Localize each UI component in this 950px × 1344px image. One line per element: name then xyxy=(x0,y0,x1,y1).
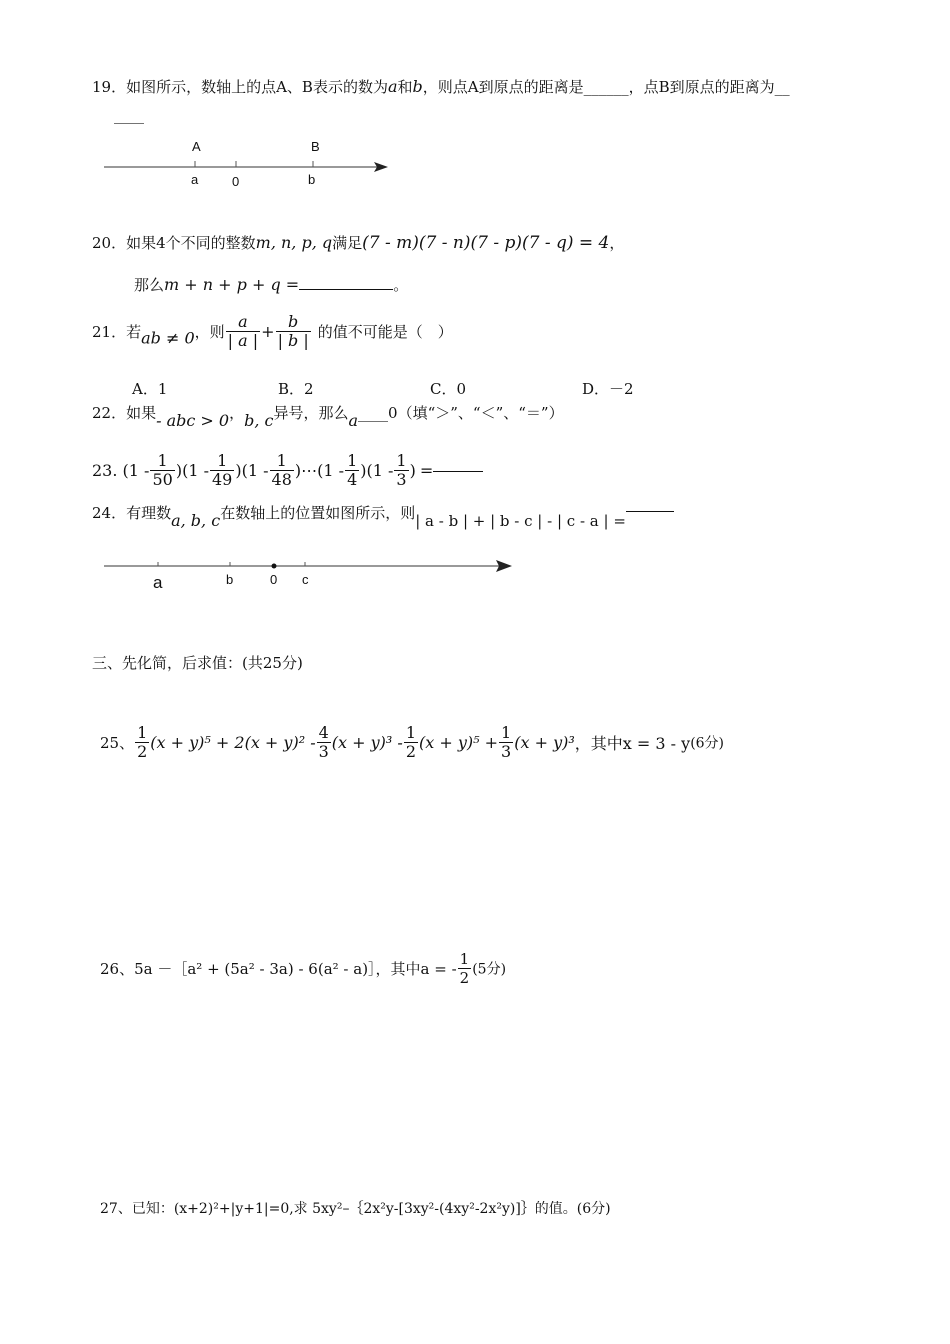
q20-comma: ， xyxy=(609,234,625,252)
q25-frac-1-num: 1 xyxy=(137,723,148,742)
q25-frac-3-den: 2 xyxy=(405,742,417,761)
q20-line2-text: 那么 xyxy=(134,276,165,294)
q25-frac-3 xyxy=(404,724,418,761)
q25-frac-1 xyxy=(135,724,149,761)
q21-mid: ，则 xyxy=(194,323,225,341)
q25-label: 25、 xyxy=(100,734,135,752)
q24-expr: | a - b | + | b - c | - | c - a | = xyxy=(415,512,626,530)
q21-option-c: C．0 xyxy=(430,380,467,398)
q22-bc: b, c xyxy=(244,411,274,430)
q19-label-zero: 0 xyxy=(232,174,240,189)
q25-term-3: (x + y)⁵ + xyxy=(419,733,499,752)
q24-mid: 在数轴上的位置如图所示，则 xyxy=(220,504,416,522)
q22-rest: ____0（填“＞”、“＜”、“＝”） xyxy=(358,404,564,422)
q25-frac-4-den: 3 xyxy=(501,742,512,761)
q22-a: a xyxy=(348,411,359,430)
q19-continuation: ____ xyxy=(114,106,144,124)
q22-cond: - abc > 0 xyxy=(156,411,230,430)
q21-frac-b xyxy=(276,313,311,350)
q23-close-1: ) xyxy=(175,461,183,480)
q20-text: 20．如果4个不同的整数 xyxy=(92,234,256,252)
q20-answer-blank xyxy=(299,288,393,290)
q22-mid: 异号，那么 xyxy=(273,404,349,422)
q26-frac xyxy=(458,950,472,987)
q23-open-5: (1 - xyxy=(366,461,394,480)
q21-text: 21．若 xyxy=(92,323,142,341)
q21-frac-b-den: | b | xyxy=(277,331,309,350)
q19-text: 19．如图所示，数轴上的点A、B表示的数为 xyxy=(92,78,388,96)
question-22 xyxy=(92,402,564,430)
q20-line2 xyxy=(134,274,408,295)
q21-plus: + xyxy=(261,322,275,341)
q21-option-b: B．2 xyxy=(278,380,314,398)
q21-frac-a-den: | a | xyxy=(227,331,259,350)
q24-origin-dot xyxy=(272,564,277,569)
q21-frac-a xyxy=(226,313,261,350)
question-23 xyxy=(92,452,483,489)
q20-vars: m, n, p, q xyxy=(255,233,333,252)
question-21 xyxy=(92,313,453,350)
q23-close-2: ) xyxy=(235,461,242,480)
q19-mid: 和 xyxy=(397,78,413,96)
question-25 xyxy=(100,724,724,761)
q21-rest: 的值不可能是（ ） xyxy=(317,323,453,341)
q24-label-zero: 0 xyxy=(270,572,278,587)
q19-var-b: b xyxy=(412,77,423,96)
q24-vars: a, b, c xyxy=(171,511,221,530)
q23-open-3: (1 - xyxy=(241,461,269,480)
q20-end: 。 xyxy=(393,276,409,294)
q19-label-a: a xyxy=(191,172,199,187)
q23-frac-1-num: 1 xyxy=(150,452,174,471)
q23-frac-4-den: 4 xyxy=(347,470,358,489)
q22-comma: ， xyxy=(229,404,245,422)
q25-frac-1-den: 2 xyxy=(137,742,148,761)
q25-term-2: (x + y)³ - xyxy=(331,733,403,752)
q25-frac-2-den: 3 xyxy=(318,742,329,761)
q25-term-4: (x + y)³ xyxy=(514,733,575,752)
q20-expr: (7 - m)(7 - n)(7 - p)(7 - q) = 4 xyxy=(362,233,610,253)
q23-answer-blank xyxy=(433,470,483,472)
q26-expression: 26、5a －［a² + (5a² - 3a) - 6(a² - a)］，其中a = - xyxy=(100,960,457,978)
q23-equals: = xyxy=(419,461,434,480)
q25-score: (6分) xyxy=(690,735,725,752)
q25-frac-2 xyxy=(317,724,331,761)
q23-open-4: (1 - xyxy=(317,461,345,480)
q23-frac-3 xyxy=(270,452,294,489)
q21-frac-a-num: a xyxy=(226,313,261,332)
q19-var-a: a xyxy=(387,77,398,96)
q25-condition: ，其中x = 3 - y xyxy=(574,734,691,753)
q23-close-4: ) xyxy=(360,461,367,480)
q23-frac-4 xyxy=(345,452,359,489)
question-26 xyxy=(100,950,506,987)
q26-frac-den: 2 xyxy=(459,969,470,987)
q23-label: 23. xyxy=(92,461,118,480)
q21-option-d: D．－2 xyxy=(582,380,634,398)
question-27: 27、已知：(x+2)²+|y+1|=0,求 5xy²–｛2x²y-[3xy²-(4xy²-2x²y)]｝的值。(6分) xyxy=(100,1201,611,1217)
q19-label-B: B xyxy=(311,139,320,154)
q23-frac-5-num: 1 xyxy=(396,451,407,470)
q20-mid: 满足 xyxy=(332,234,363,252)
q22-text: 22．如果 xyxy=(92,404,157,422)
q24-label-c: c xyxy=(302,572,309,587)
q23-close-5: ) xyxy=(409,461,416,480)
q25-frac-4-num: 1 xyxy=(501,723,512,742)
q20-sum: m + n + p + q = xyxy=(164,275,300,294)
q21-option-a: A．1 xyxy=(132,380,168,398)
q19-rest: ，则点A到原点的距离是______，点B到原点的距离为__ xyxy=(422,78,790,96)
q24-answer-blank xyxy=(626,510,674,512)
question-20 xyxy=(92,232,624,253)
q23-frac-1 xyxy=(150,452,174,489)
q25-term-1: (x + y)⁵ + 2(x + y)² - xyxy=(150,733,316,752)
q23-frac-3-den: 48 xyxy=(271,470,292,489)
q23-frac-5-den: 3 xyxy=(396,470,407,489)
q21-cond: ab ≠ 0 xyxy=(141,328,195,348)
q23-frac-3-num: 1 xyxy=(270,452,294,471)
q23-open-1: (1 - xyxy=(122,461,150,480)
q24-text: 24．有理数 xyxy=(92,504,172,522)
q26-score: (5分) xyxy=(472,961,507,978)
question-24 xyxy=(92,502,674,530)
q23-dots: ⋯ xyxy=(301,461,318,480)
q23-close-3: ) xyxy=(294,461,302,480)
section-3-heading: 三、先化简，后求值：(共25分) xyxy=(92,654,303,672)
q19-label-b: b xyxy=(308,172,316,187)
q23-frac-2-den: 49 xyxy=(212,470,233,489)
q24-label-a: a xyxy=(153,573,163,592)
q23-frac-1-den: 50 xyxy=(152,470,173,489)
q26-frac-num: 1 xyxy=(459,950,470,968)
q25-frac-2-num: 4 xyxy=(318,723,329,742)
q25-frac-3-num: 1 xyxy=(405,723,417,742)
q23-frac-2-num: 1 xyxy=(210,452,234,471)
q23-frac-4-num: 1 xyxy=(347,451,358,470)
q24-label-b: b xyxy=(226,572,234,587)
q23-frac-2 xyxy=(210,452,234,489)
q23-open-2: (1 - xyxy=(182,461,209,480)
q21-frac-b-num: b xyxy=(276,313,311,332)
q19-label-A: A xyxy=(192,139,201,154)
q25-frac-4 xyxy=(499,724,513,761)
q23-frac-5 xyxy=(394,452,408,489)
